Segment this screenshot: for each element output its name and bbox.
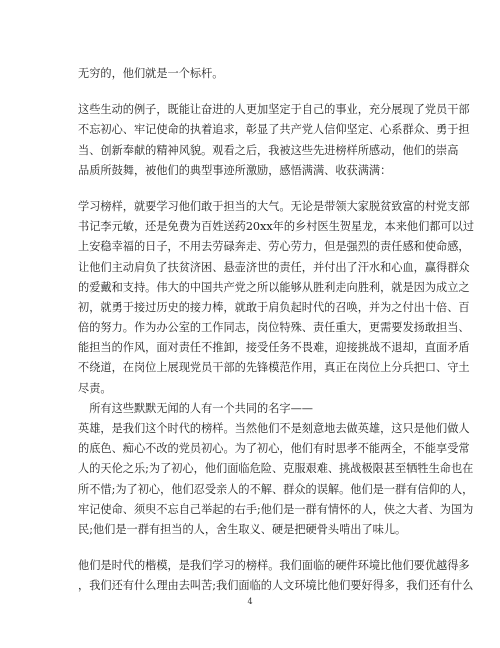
text-line: 品质所鼓舞，被他们的典型事迹所激励，感悟满满、收获满满： xyxy=(78,163,392,177)
text-line: 的爱戴和支持。伟大的中国共产党之所以能够从胜利走向胜利，就是因为成立之 xyxy=(78,280,470,294)
text-line: 的底色、痴心不改的党员初心。为了初心，他们有时思孝不能两全，不能享受常 xyxy=(78,442,470,456)
text-line: 倍的努力。作为办公室的工作同志，岗位特殊、责任重大，更需要发扬敢担当、 xyxy=(78,321,470,335)
text-line: 所有这些默默无闻的人有一个共同的名字—— xyxy=(78,401,313,415)
paragraph-4 xyxy=(78,399,474,540)
paragraph-spacer xyxy=(78,84,435,100)
paragraph-1 xyxy=(78,64,435,84)
text-line: 能担当的作风，面对责任不推卸，接受任务不畏难，迎接挑战不退却，直面矛盾 xyxy=(78,341,470,355)
text-line: 人的天伦之乐;为了初心，他们面临危险、克服艰难、挑战极限甚至牺牲生命也在 xyxy=(78,462,474,476)
paragraph-2 xyxy=(78,100,470,181)
paragraph-spacer xyxy=(78,181,435,197)
text-line: 不绕道，在岗位上展现党员干部的先锋模范作用，真正在岗位上分兵把口、守土 xyxy=(78,361,470,375)
text-line: 让他们主动肩负了扶贫济困、悬壶济世的责任，并付出了汗水和心血，赢得群众 xyxy=(78,260,470,274)
text-line: 无穷的，他们就是一个标杆。 xyxy=(78,67,224,80)
text-line: 尽责。 xyxy=(78,381,112,395)
page-number: 4 xyxy=(247,597,253,606)
text-line: 英雄，是我们这个时代的榜样。当然他们不是刻意地去做英雄，这只是他们做人 xyxy=(78,422,470,435)
paragraph-5 xyxy=(78,556,474,596)
text-line: 不忘初心、牢记使命的执着追求，彰显了共产党人信仰坚定、心系群众、勇于担 xyxy=(78,123,470,137)
text-line: ，我们还有什么理由去叫苦;我们面临的人文环境比他们要好得多，我们还有什么 xyxy=(78,579,474,593)
text-line: 学习榜样，就要学习他们敢于担当的大气。无论是带领大家脱贫致富的村党支部 xyxy=(78,199,470,213)
document-body xyxy=(78,64,475,597)
text-line: 民;他们是一群有担当的人，舍生取义、硬是把硬骨头啃出了味儿。 xyxy=(78,522,407,536)
text-line: 书记李元敏，还是免费为百姓送药20xx年的乡村医生贺星龙，本来他们都可以过 xyxy=(78,220,475,234)
text-line: 上安稳幸福的日子，不用去劳碌奔走、劳心劳力，但是强烈的责任感和使命感， xyxy=(78,240,470,254)
text-line: 所不惜;为了初心，他们忍受亲人的不解、群众的误解。他们是一群有信仰的人， xyxy=(78,482,474,496)
paragraph-3 xyxy=(78,197,475,399)
text-line: 这些生动的例子，既能让奋进的人更加坚定于自己的事业，充分展现了党员干部 xyxy=(78,103,470,117)
text-line: 牢记使命、须臾不忘自己举起的右手;他们是一群有情怀的人，侠之大者、为国为 xyxy=(78,502,474,516)
paragraph-spacer xyxy=(78,540,435,556)
text-line: 初，就勇于接过历史的接力棒，就敢于肩负起时代的召唤，并为之付出十倍、百 xyxy=(78,300,470,314)
text-line: 当、创新奉献的精神风貌。观看之后，我被这些先进榜样所感动，他们的崇高 xyxy=(78,143,459,157)
text-line: 他们是时代的楷模，是我们学习的榜样。我们面临的硬件环境比他们要优越得多 xyxy=(78,559,470,573)
